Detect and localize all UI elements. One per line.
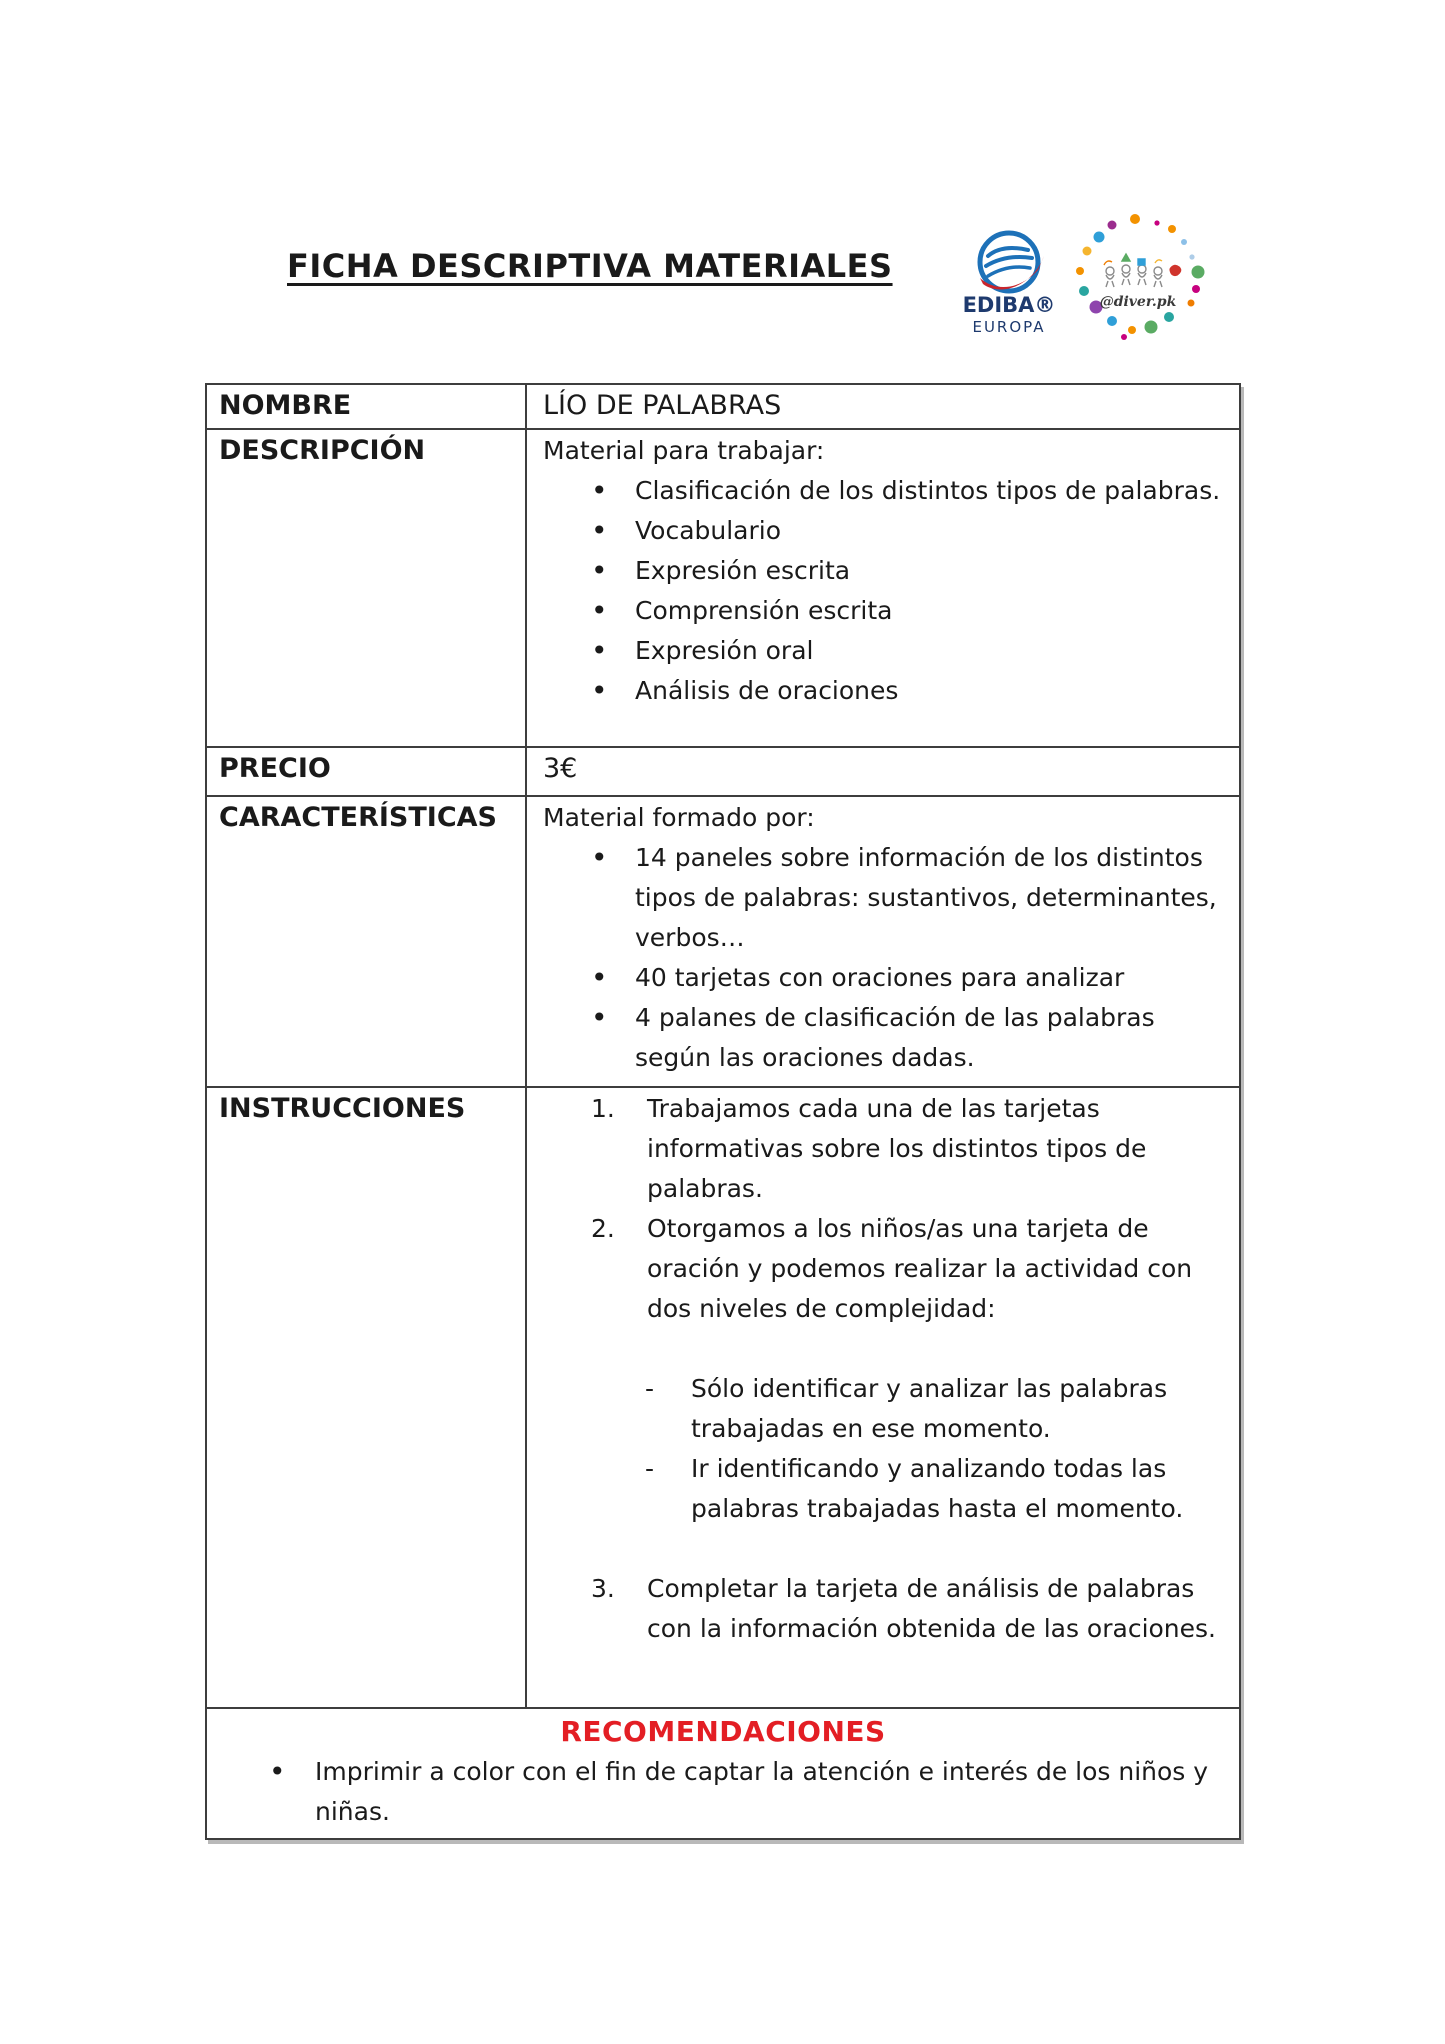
recomendaciones-heading: RECOMENDACIONES [560,1715,886,1748]
table-row-recomendaciones [207,1709,1239,1838]
ediba-globe-icon [980,233,1044,291]
list-item: • 40 tarjetas con oraciones para analizar [543,958,1225,998]
step-number: 3. [591,1574,615,1603]
numbered-step: 3. Completar la tarjeta de análisis de palabras con la información obtenida de las oraciones. [543,1569,1225,1649]
row-label-nombre: NOMBRE [207,385,527,428]
row-label-precio: PRECIO [207,748,527,795]
list-item: • Expresión oral [543,631,1225,671]
materials-table [205,383,1241,1840]
step-number: 1. [591,1094,615,1123]
ediba-region-text: EUROPA [972,318,1046,336]
list-item: • Clasificación de los distintos tipos de palabras. [543,471,1225,511]
list-item: • 4 palanes de clasificación de las palabras según las oraciones dadas. [543,998,1225,1078]
row-value-caracteristicas [527,797,1239,1086]
dash-marker: - [645,1374,655,1403]
table-row-nombre [207,385,1239,430]
list-item: • Análisis de oraciones [543,671,1225,711]
table-row-caracteristicas [207,797,1239,1088]
table-row-precio [207,748,1239,797]
diver-handle-text: @diver.pk [1099,294,1177,310]
diver-logo [1072,208,1212,350]
row-label-instrucciones: INSTRUCCIONES [207,1088,527,1707]
row-value-instrucciones [527,1088,1239,1707]
row-value-nombre: LÍO DE PALABRAS [543,390,782,421]
list-item: • 14 paneles sobre información de los distintos tipos de palabras: sustantivos, determinantes, verbos… [543,838,1225,958]
table-row-instrucciones [207,1088,1239,1709]
caracteristicas-intro: Material formado por: [543,803,815,832]
spacer [543,1329,1225,1369]
dash-marker: - [645,1454,655,1483]
dash-option: - Ir identificando y analizando todas las palabras trabajadas hasta el momento. [543,1449,1225,1529]
ediba-europa-logo [950,226,1068,338]
recomendaciones-body [207,1752,1239,1838]
page-title: FICHA DESCRIPTIVA MATERIALES [287,247,893,285]
list-item: • Imprimir a color con el fin de captar la atención e interés de los niños y niñas. [227,1752,1219,1832]
list-item: • Comprensión escrita [543,591,1225,631]
row-value-precio: 3€ [543,753,578,784]
row-label-descripcion: DESCRIPCIÓN [207,430,527,746]
diver-children-icon [1104,254,1181,287]
step-number: 2. [591,1214,615,1243]
numbered-step: 2. Otorgamos a los niños/as una tarjeta de oración y podemos realizar la actividad con dos niveles de complejidad: [543,1209,1225,1329]
list-item: • Vocabulario [543,511,1225,551]
numbered-step: 1. Trabajamos cada una de las tarjetas informativas sobre los distintos tipos de palabras. [543,1089,1225,1209]
table-row-descripcion [207,430,1239,748]
dash-option: - Sólo identificar y analizar las palabras trabajadas en ese momento. [543,1369,1225,1449]
row-value-descripcion [527,430,1239,746]
spacer [543,1529,1225,1569]
descripcion-intro: Material para trabajar: [543,436,825,465]
row-label-caracteristicas: CARACTERÍSTICAS [207,797,527,1086]
ediba-brand-text: EDIBA® [962,293,1056,317]
list-item: • Expresión escrita [543,551,1225,591]
